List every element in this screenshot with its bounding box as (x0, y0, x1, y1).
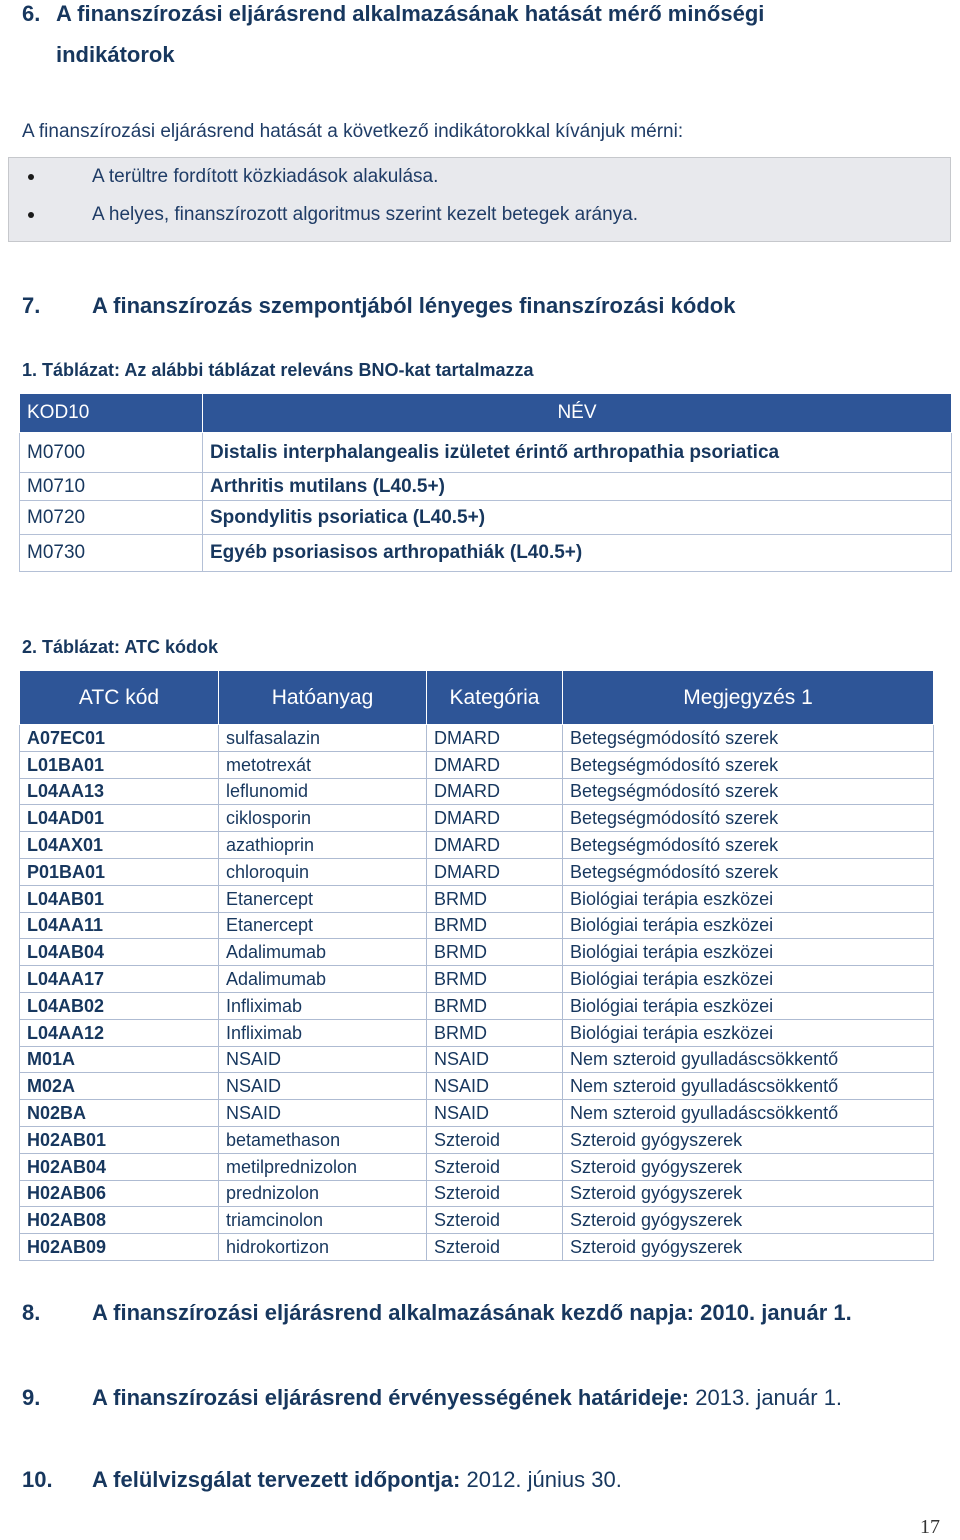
substance: leflunomid (219, 778, 427, 805)
substance: azathioprin (219, 832, 427, 859)
table-row (20, 1019, 934, 1046)
table-1-caption: 1. Táblázat: Az alábbi táblázat releváns BNO-kat tartalmazza (22, 360, 534, 380)
table-row (20, 501, 952, 535)
bno-code: M0710 (20, 473, 203, 501)
note: Szteroid gyógyszerek (563, 1153, 934, 1180)
table-row (20, 992, 934, 1019)
substance: chloroquin (219, 858, 427, 885)
atc-code: M01A (20, 1046, 219, 1073)
substance: Infliximab (219, 1019, 427, 1046)
indicator-text: A helyes, finanszírozott algoritmus szerint kezelt betegek aránya. (92, 204, 638, 225)
table-header-row (20, 394, 952, 433)
column-header-kod10: KOD10 (20, 394, 203, 433)
category: BRMD (427, 992, 563, 1019)
bno-name: Arthritis mutilans (L40.5+) (203, 473, 952, 501)
indicator-text: A terültre fordított közkiadások alakulása. (92, 166, 439, 187)
column-header-nev: NÉV (203, 394, 952, 433)
category: NSAID (427, 1046, 563, 1073)
table-row (20, 535, 952, 572)
substance: metotrexát (219, 751, 427, 778)
atc-code: L04AA17 (20, 966, 219, 993)
atc-code: L04AX01 (20, 832, 219, 859)
note: Szteroid gyógyszerek (563, 1126, 934, 1153)
table-row (20, 912, 934, 939)
atc-code: L04AA13 (20, 778, 219, 805)
atc-code: L01BA01 (20, 751, 219, 778)
table-row (20, 433, 952, 473)
note: Betegségmódosító szerek (563, 751, 934, 778)
bno-name: Distalis interphalangealis izületet érintő arthropathia psoriatica (203, 433, 952, 473)
substance: NSAID (219, 1100, 427, 1127)
note: Betegségmódosító szerek (563, 858, 934, 885)
category: BRMD (427, 966, 563, 993)
note: Betegségmódosító szerek (563, 778, 934, 805)
section-10-label: A felülvizsgálat tervezett időpontja: (92, 1467, 461, 1492)
bno-code: M0720 (20, 501, 203, 535)
note: Biológiai terápia eszközei (563, 966, 934, 993)
column-header-substance: Hatóanyag (219, 671, 427, 725)
section-6-intro: A finanszírozási eljárásrend hatását a következő indikátorokkal kívánjuk mérni: (22, 121, 684, 142)
section-6-title: A finanszírozási eljárásrend alkalmazásának hatását mérő minőségi (56, 1, 765, 26)
atc-code: A07EC01 (20, 725, 219, 752)
page-number: 17 (920, 1516, 940, 1538)
table-row (20, 1234, 934, 1261)
atc-code: L04AA11 (20, 912, 219, 939)
table-header-row (20, 671, 934, 725)
table-row (20, 1180, 934, 1207)
table-row (20, 966, 934, 993)
indicator-list-box (8, 157, 951, 242)
section-6-title-line2: indikátorok (56, 42, 175, 67)
note: Biológiai terápia eszközei (563, 912, 934, 939)
section-6-heading-line2 (56, 41, 175, 69)
substance: NSAID (219, 1073, 427, 1100)
atc-code: H02AB06 (20, 1180, 219, 1207)
note: Szteroid gyógyszerek (563, 1180, 934, 1207)
category: DMARD (427, 778, 563, 805)
section-7-number: 7. (22, 293, 41, 318)
substance: Adalimumab (219, 939, 427, 966)
table-row (20, 805, 934, 832)
substance: metilprednizolon (219, 1153, 427, 1180)
atc-code: M02A (20, 1073, 219, 1100)
note: Betegségmódosító szerek (563, 725, 934, 752)
bno-table (19, 393, 952, 572)
category: Szteroid (427, 1234, 563, 1261)
atc-code: H02AB08 (20, 1207, 219, 1234)
note: Nem szteroid gyulladáscsökkentő (563, 1100, 934, 1127)
substance: triamcinolon (219, 1207, 427, 1234)
table-2-caption: 2. Táblázat: ATC kódok (22, 637, 219, 657)
note: Betegségmódosító szerek (563, 805, 934, 832)
substance: Etanercept (219, 912, 427, 939)
column-header-atc-code: ATC kód (20, 671, 219, 725)
category: BRMD (427, 912, 563, 939)
atc-code: L04AA12 (20, 1019, 219, 1046)
atc-code: L04AD01 (20, 805, 219, 832)
note: Nem szteroid gyulladáscsökkentő (563, 1073, 934, 1100)
substance: hidrokortizon (219, 1234, 427, 1261)
atc-code: P01BA01 (20, 858, 219, 885)
atc-code: L04AB01 (20, 885, 219, 912)
category: DMARD (427, 751, 563, 778)
atc-code: L04AB02 (20, 992, 219, 1019)
note: Biológiai terápia eszközei (563, 992, 934, 1019)
category: Szteroid (427, 1153, 563, 1180)
bullet-icon (28, 212, 34, 218)
substance: betamethason (219, 1126, 427, 1153)
table-row (20, 832, 934, 859)
section-9-number: 9. (22, 1385, 41, 1410)
section-6-number: 6. (22, 1, 41, 26)
table-row (20, 939, 934, 966)
bullet-icon (28, 174, 34, 180)
category: Szteroid (427, 1180, 563, 1207)
atc-code: L04AB04 (20, 939, 219, 966)
column-header-note: Megjegyzés 1 (563, 671, 934, 725)
atc-code: H02AB09 (20, 1234, 219, 1261)
table-row (20, 473, 952, 501)
section-10-value: 2012. június 30. (466, 1467, 622, 1492)
category: DMARD (427, 805, 563, 832)
atc-code: N02BA (20, 1100, 219, 1127)
section-10-number: 10. (22, 1467, 53, 1492)
table-row (20, 1073, 934, 1100)
section-7-title: A finanszírozás szempontjából lényeges finanszírozási kódok (92, 293, 736, 318)
section-9-label: A finanszírozási eljárásrend érvényességének határideje: (92, 1385, 690, 1410)
note: Szteroid gyógyszerek (563, 1207, 934, 1234)
category: DMARD (427, 858, 563, 885)
substance: Infliximab (219, 992, 427, 1019)
table-row (20, 1100, 934, 1127)
section-8-title: A finanszírozási eljárásrend alkalmazásának kezdő napja: 2010. január 1. (92, 1300, 852, 1325)
category: NSAID (427, 1073, 563, 1100)
note: Betegségmódosító szerek (563, 832, 934, 859)
note: Szteroid gyógyszerek (563, 1234, 934, 1261)
substance: NSAID (219, 1046, 427, 1073)
table-row (20, 1046, 934, 1073)
atc-code: H02AB04 (20, 1153, 219, 1180)
section-9-value: 2013. január 1. (695, 1385, 843, 1410)
table-row (20, 725, 934, 752)
note: Biológiai terápia eszközei (563, 1019, 934, 1046)
atc-code: H02AB01 (20, 1126, 219, 1153)
substance: sulfasalazin (219, 725, 427, 752)
bno-name: Spondylitis psoriatica (L40.5+) (203, 501, 952, 535)
note: Biológiai terápia eszközei (563, 885, 934, 912)
note: Biológiai terápia eszközei (563, 939, 934, 966)
atc-table (19, 670, 934, 1261)
category: BRMD (427, 939, 563, 966)
table-row (20, 1207, 934, 1234)
substance: ciklosporin (219, 805, 427, 832)
table-row (20, 751, 934, 778)
category: BRMD (427, 885, 563, 912)
substance: Adalimumab (219, 966, 427, 993)
bno-code: M0700 (20, 433, 203, 473)
note: Nem szteroid gyulladáscsökkentő (563, 1046, 934, 1073)
category: BRMD (427, 1019, 563, 1046)
substance: prednizolon (219, 1180, 427, 1207)
table-row (20, 858, 934, 885)
column-header-category: Kategória (427, 671, 563, 725)
bno-name: Egyéb psoriasisos arthropathiák (L40.5+) (203, 535, 952, 572)
category: Szteroid (427, 1207, 563, 1234)
category: NSAID (427, 1100, 563, 1127)
category: DMARD (427, 832, 563, 859)
category: Szteroid (427, 1126, 563, 1153)
table-row (20, 885, 934, 912)
table-row (20, 778, 934, 805)
section-8-number: 8. (22, 1300, 41, 1325)
table-row (20, 1126, 934, 1153)
category: DMARD (427, 725, 563, 752)
table-row (20, 1153, 934, 1180)
bno-code: M0730 (20, 535, 203, 572)
substance: Etanercept (219, 885, 427, 912)
